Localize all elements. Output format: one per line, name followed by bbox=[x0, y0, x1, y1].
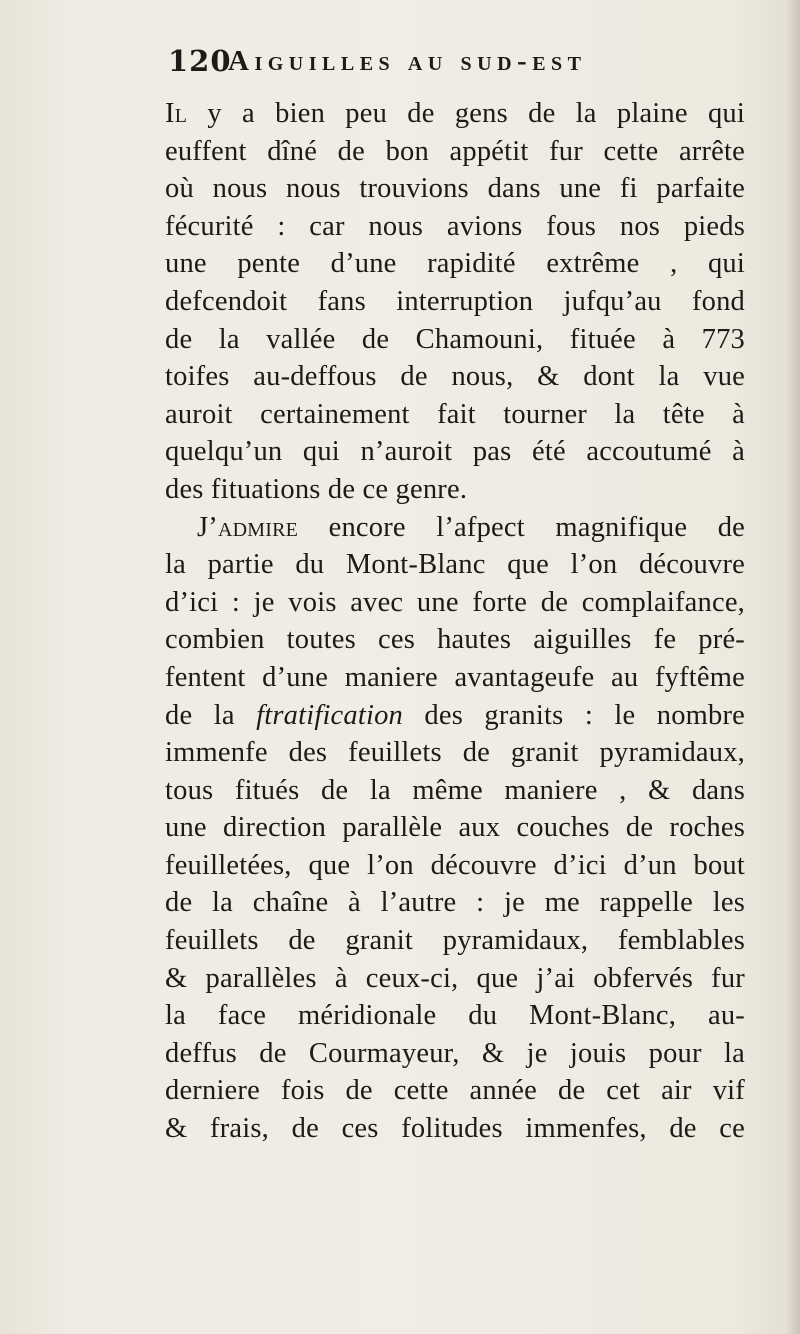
text-run-sc: Il bbox=[165, 98, 188, 129]
text-line bbox=[165, 95, 745, 133]
text-run-pre: de la vallée de Chamouni, fituée à 773 bbox=[165, 323, 745, 355]
text-line bbox=[165, 358, 745, 396]
page-number: 120 bbox=[168, 44, 232, 78]
text-line bbox=[165, 1110, 745, 1148]
text-line bbox=[165, 245, 745, 283]
text-run-pre: toifes au-deffous de nous, & dont la vue bbox=[165, 361, 745, 393]
text-run-pre: une pente d’une rapidité extrême , qui bbox=[165, 248, 745, 280]
text-run-pre: defcendoit fans interruption jufqu’au fond bbox=[165, 285, 745, 317]
text-line bbox=[165, 396, 745, 434]
text-line bbox=[165, 772, 745, 810]
page-edge-shadow bbox=[786, 0, 800, 1334]
text-line bbox=[165, 546, 745, 584]
text-run-pre: tous fitués de la même maniere , & dans bbox=[165, 774, 745, 806]
text-line bbox=[165, 1035, 745, 1073]
running-head bbox=[168, 44, 728, 88]
text-line bbox=[165, 884, 745, 922]
text-run-pre: la face méridionale du Mont-Blanc, au- bbox=[165, 1000, 745, 1032]
text-line bbox=[165, 621, 745, 659]
text-run-pre: de la bbox=[165, 699, 257, 731]
text-run-mid: encore l’afpect magnifique de bbox=[298, 511, 745, 543]
text-run-pre: d’ici : je vois avec une forte de complaifance, bbox=[165, 586, 745, 618]
text-run-pre: feuilletées, que l’on découvre d’ici d’un bout bbox=[165, 849, 745, 881]
text-line bbox=[165, 697, 745, 735]
text-line bbox=[165, 659, 745, 697]
text-line bbox=[165, 433, 745, 471]
text-run-pre: de la chaîne à l’autre : je me rappelle les bbox=[165, 887, 745, 919]
text-line bbox=[165, 321, 745, 359]
text-line bbox=[165, 208, 745, 246]
text-line bbox=[165, 584, 745, 622]
text-run-pre: feuillets de granit pyramidaux, femblables bbox=[165, 925, 745, 957]
text-run-pre: quelqu’un qui n’auroit pas été accoutumé à bbox=[165, 436, 745, 468]
text-run-pre: la partie du Mont-Blanc que l’on découvre bbox=[165, 549, 745, 581]
text-run-pre: deffus de Courmayeur, & je jouis pour la bbox=[165, 1037, 745, 1069]
text-line bbox=[165, 509, 745, 547]
text-line bbox=[165, 734, 745, 772]
text-line bbox=[165, 1072, 745, 1110]
text-run-pre: derniere fois de cette année de cet air vif bbox=[165, 1075, 745, 1107]
text-run-sc: J’admire bbox=[197, 511, 299, 543]
text-run-pre: immenfe des feuillets de granit pyramidaux, bbox=[165, 737, 745, 769]
text-line bbox=[165, 960, 745, 998]
text-run-pre: des fituations de ce genre. bbox=[165, 473, 468, 505]
text-line bbox=[165, 809, 745, 847]
running-title: Aiguilles au sud-est bbox=[228, 45, 587, 77]
text-run-it: ftratification bbox=[256, 699, 403, 731]
text-run-pre: & parallèles à ceux-ci, que j’ai obfervés fur bbox=[165, 962, 745, 994]
text-line bbox=[165, 133, 745, 171]
text-run-pre: euffent dîné de bon appétit fur cette arrête bbox=[165, 135, 745, 167]
text-line bbox=[165, 170, 745, 208]
text-run-pre: auroit certainement fait tourner la tête à bbox=[165, 398, 745, 430]
text-run-mid: y a bien peu de gens de la plaine qui bbox=[187, 98, 745, 129]
text-run-post: des granits : le nombre bbox=[403, 699, 745, 731]
text-run-pre: & frais, de ces folitudes immenfes, de ce bbox=[165, 1113, 745, 1145]
text-run-pre: fécurité : car nous avions fous nos pieds bbox=[165, 210, 745, 242]
text-run-pre: où nous nous trouvions dans une fi parfaite bbox=[165, 173, 745, 205]
text-run-pre: combien toutes ces hautes aiguilles fe pré- bbox=[165, 624, 745, 656]
text-run-pre: une direction parallèle aux couches de roches bbox=[165, 812, 745, 844]
text-run-pre: fentent d’une maniere avantageufe au fyftême bbox=[165, 661, 745, 693]
text-line bbox=[165, 997, 745, 1035]
text-line bbox=[165, 471, 745, 509]
text-line bbox=[165, 847, 745, 885]
body-text bbox=[165, 95, 745, 1148]
text-line bbox=[165, 922, 745, 960]
text-line bbox=[165, 283, 745, 321]
